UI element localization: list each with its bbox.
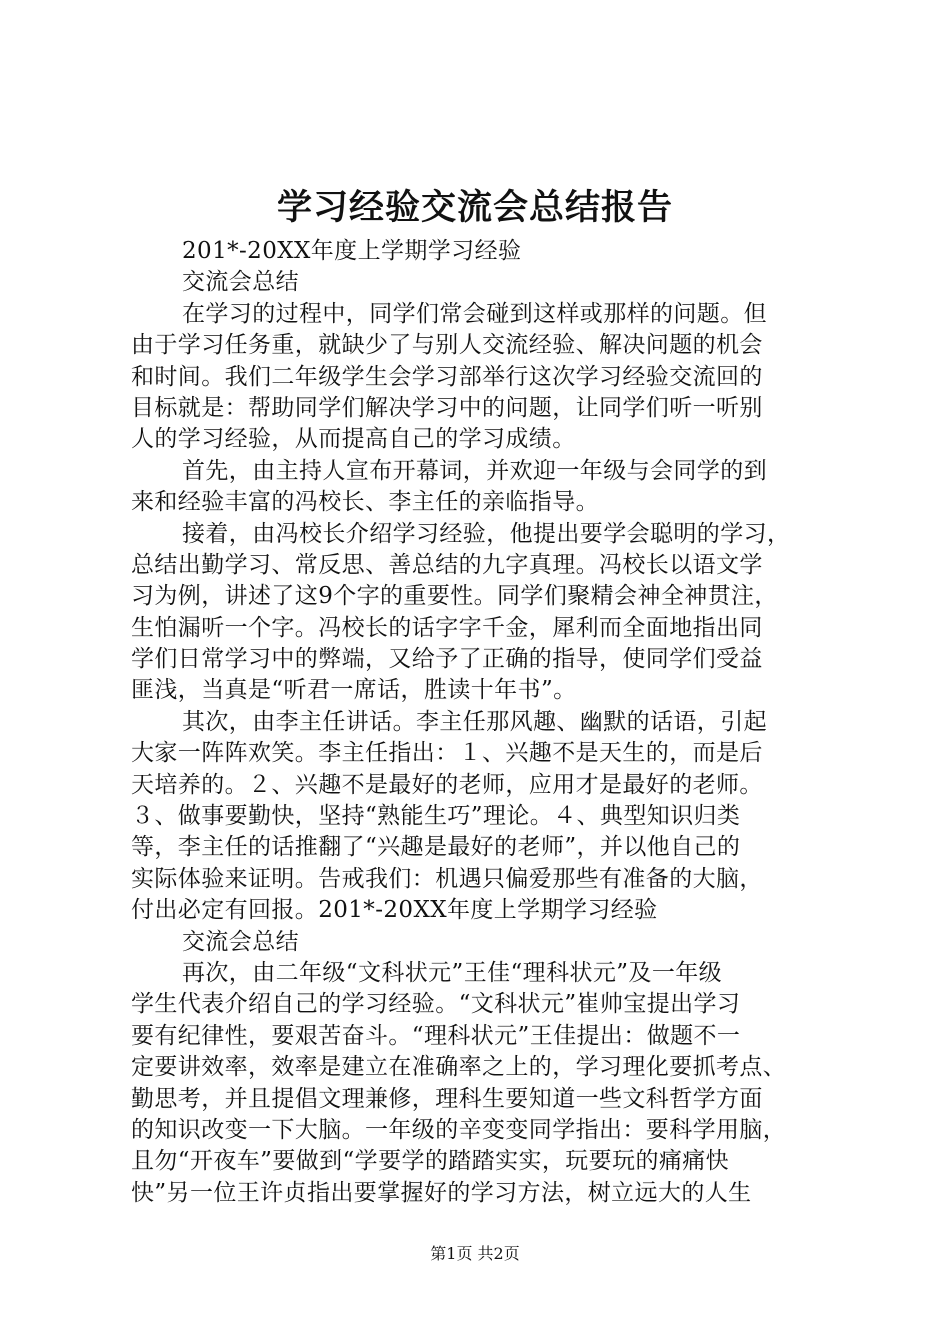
body-line: 人的学习经验，从而提高自己的学习成绩。 xyxy=(131,426,576,453)
body-line: 学生代表介绍自己的学习经验。“文科状元”崔帅宝提出学习 xyxy=(131,991,741,1018)
body-line: ３、做事要勤快，坚持“熟能生巧”理论。４、典型知识归类 xyxy=(131,803,741,830)
page-footer: 第1页 共2页 xyxy=(430,1244,520,1263)
body-line: 接着，由冯校长介绍学习经验，他提出要学会聪明的学习， xyxy=(182,520,791,547)
body-line: 付出必定有回报。201*-20XX年度上学期学习经验 xyxy=(131,897,658,924)
body-line: 201*-20XX年度上学期学习经验 xyxy=(182,238,522,264)
body-line: 勤思考，并且提倡文理兼修，理科生要知道一些文科哲学方面 xyxy=(131,1085,763,1112)
body-line: 习为例，讲述了这9个字的重要性。同学们聚精会神全神贯注， xyxy=(131,583,778,610)
body-line: 等，李主任的话推翻了“兴趣是最好的老师”，并以他自己的 xyxy=(131,834,741,861)
body-line: 总结出勤学习、常反思、善总结的九字真理。冯校长以语文学 xyxy=(131,551,763,578)
body-line: 匪浅，当真是“听君一席话，胜读十年书”。 xyxy=(131,677,577,704)
body-line: 交流会总结 xyxy=(182,928,299,955)
body-line: 且勿“开夜车”要做到“学要学的踏踏实实，玩要玩的痛痛快 xyxy=(131,1148,730,1175)
body-line: 的知识改变一下大脑。一年级的辛变变同学指出：要科学用脑， xyxy=(131,1116,787,1143)
body-line: 由于学习任务重，就缺少了与别人交流经验、解决问题的机会 xyxy=(131,332,763,359)
body-line: 大家一阵阵欢笑。李主任指出：１、兴趣不是天生的，而是后 xyxy=(131,740,763,767)
body-line: 定要讲效率，效率是建立在准确率之上的，学习理化要抓考点、 xyxy=(131,1054,787,1081)
body-line: 学们日常学习中的弊端，又给予了正确的指导，使同学们受益 xyxy=(131,646,763,673)
body-line: 和时间。我们二年级学生会学习部举行这次学习经验交流回的 xyxy=(131,363,763,390)
body-line: 在学习的过程中，同学们常会碰到这样或那样的问题。但 xyxy=(182,300,767,327)
body-line: 快”另一位王许贞指出要掌握好的学习方法，树立远大的人生 xyxy=(131,1179,752,1206)
document-body xyxy=(131,236,831,1209)
body-line: 实际体验来证明。告戒我们：机遇只偏爱那些有准备的大脑， xyxy=(131,865,763,892)
body-line: 来和经验丰富的冯校长、李主任的亲临指导。 xyxy=(131,489,599,516)
body-line: 生怕漏听一个字。冯校长的话字字千金，犀利而全面地指出同 xyxy=(131,614,763,641)
body-line: 目标就是：帮助同学们解决学习中的问题，让同学们听一听别 xyxy=(131,394,763,421)
body-line: 再次，由二年级“文科状元”王佳“理科状元”及一年级 xyxy=(182,959,723,986)
body-line: 首先，由主持人宣布开幕词，并欢迎一年级与会同学的到 xyxy=(182,457,767,484)
body-line: 交流会总结 xyxy=(182,269,299,296)
body-line: 天培养的。２、兴趣不是最好的老师，应用才是最好的老师。 xyxy=(131,771,763,798)
body-line: 要有纪律性，要艰苦奋斗。“理科状元”王佳提出：做题不一 xyxy=(131,1022,741,1049)
body-line: 其次，由李主任讲话。李主任那风趣、幽默的话语，引起 xyxy=(182,708,767,735)
document-title: 学习经验交流会总结报告 xyxy=(276,187,673,228)
